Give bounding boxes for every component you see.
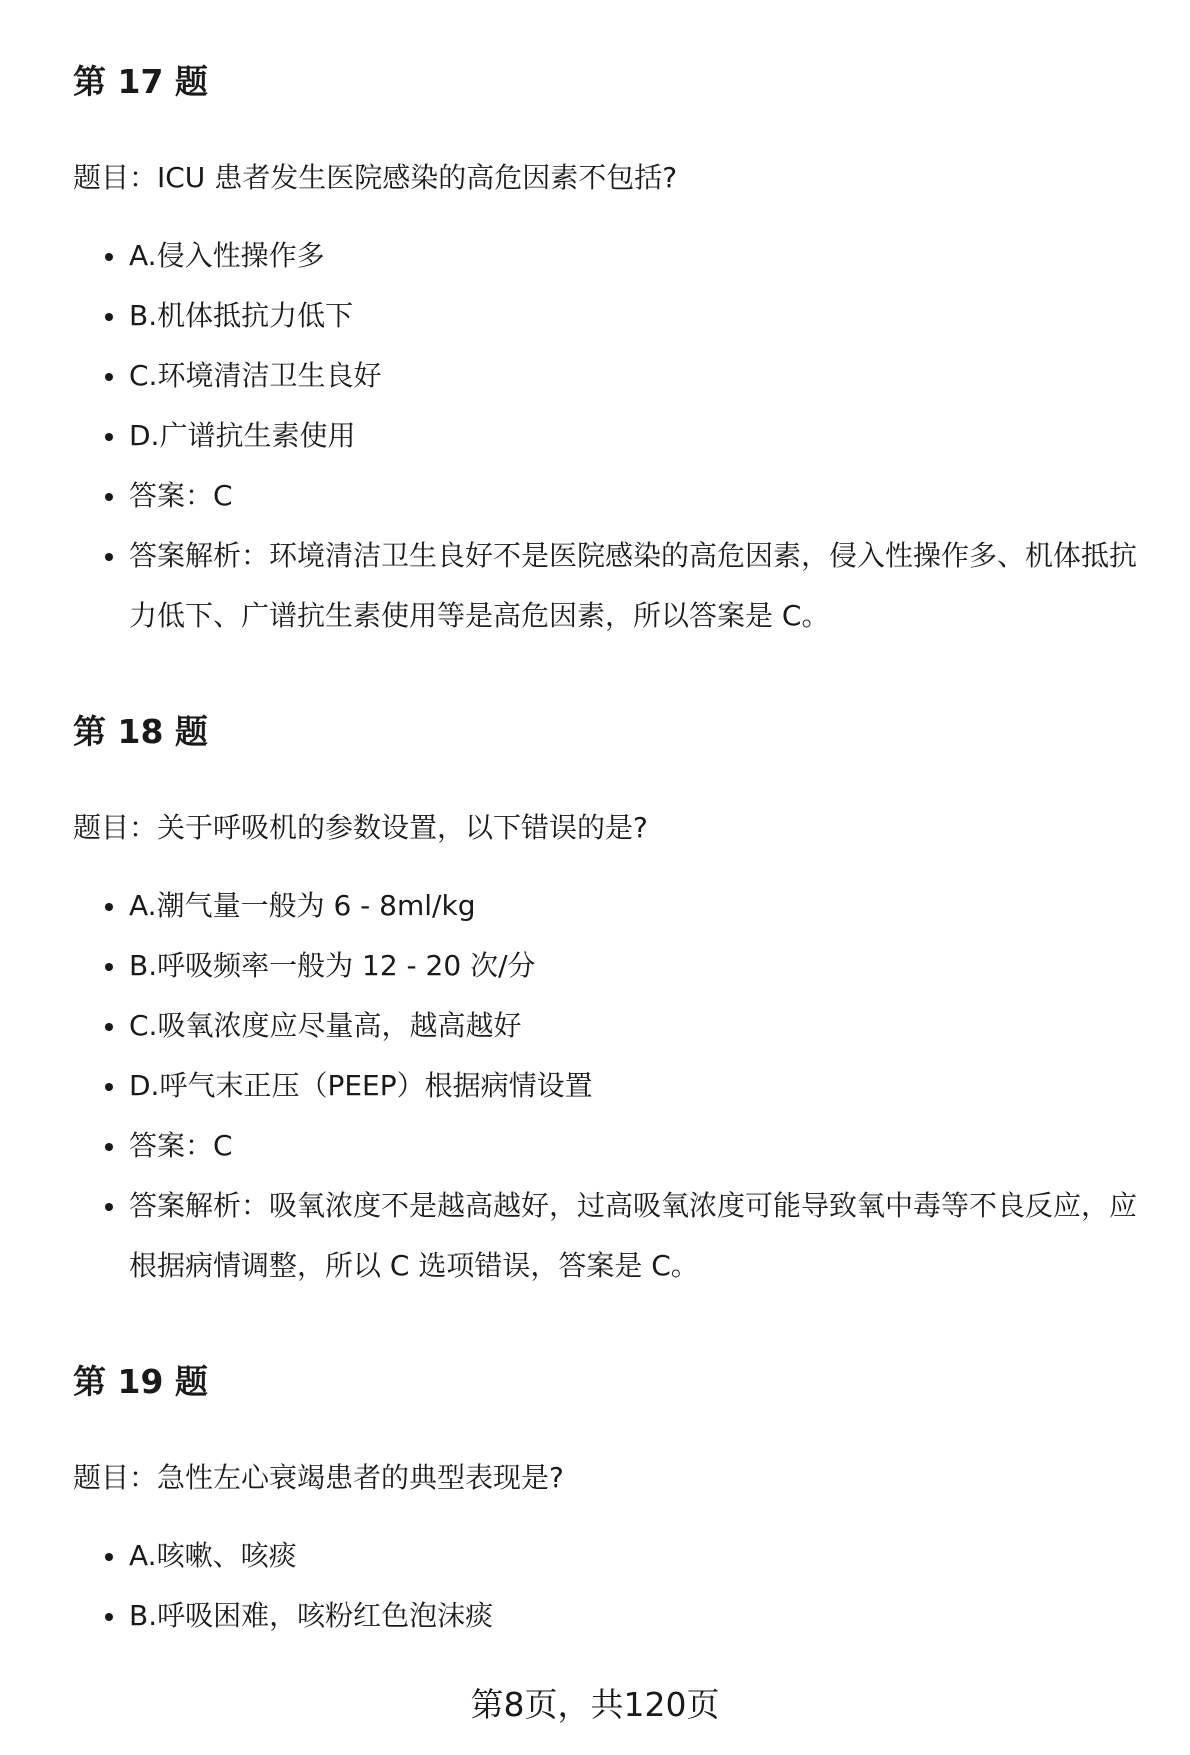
question-stem: 题目：急性左心衰竭患者的典型表现是?: [73, 1461, 564, 1494]
answer-item: [73, 1126, 1153, 1166]
option-list: [73, 236, 1153, 646]
explanation-item: [73, 526, 1153, 646]
option-list: [73, 1536, 1153, 1636]
option-text: D.广谱抗生素使用: [129, 419, 356, 452]
option-text: B.机体抵抗力低下: [129, 299, 354, 332]
option-c: [73, 1006, 1153, 1046]
option-d: [73, 1066, 1153, 1106]
answer-text: 答案：C: [129, 1129, 233, 1162]
option-text: A.咳嗽、咳痰: [129, 1539, 297, 1572]
bullet-icon: [105, 253, 113, 261]
bullet-icon: [105, 553, 113, 561]
question-stem: 题目：ICU 患者发生医院感染的高危因素不包括?: [73, 161, 678, 194]
bullet-icon: [105, 1203, 113, 1211]
bullet-icon: [105, 903, 113, 911]
bullet-icon: [105, 493, 113, 501]
option-a: [73, 236, 1153, 276]
bullet-icon: [105, 373, 113, 381]
question-stem: 题目：关于呼吸机的参数设置，以下错误的是?: [73, 811, 648, 844]
option-list: [73, 886, 1153, 1296]
option-text: C.环境清洁卫生良好: [129, 359, 382, 392]
question-19: [73, 1362, 1153, 1656]
option-d: [73, 416, 1153, 456]
question-17: [73, 62, 1153, 666]
question-18: [73, 712, 1153, 1316]
bullet-icon: [105, 1143, 113, 1151]
question-heading: 第 17 题: [73, 62, 208, 101]
bullet-icon: [105, 1023, 113, 1031]
option-text: A.侵入性操作多: [129, 239, 325, 272]
bullet-icon: [105, 1083, 113, 1091]
question-heading: 第 19 题: [73, 1362, 208, 1401]
option-b: [73, 1596, 1153, 1636]
option-text: C.吸氧浓度应尽量高，越高越好: [129, 1009, 522, 1042]
page-footer: 第8页，共120页: [470, 1685, 720, 1724]
option-a: [73, 1536, 1153, 1576]
explanation-item: [73, 1176, 1153, 1296]
answer-text: 答案：C: [129, 479, 233, 512]
option-text: B.呼吸困难，咳粉红色泡沫痰: [129, 1599, 494, 1632]
bullet-icon: [105, 433, 113, 441]
option-text: D.呼气末正压（PEEP）根据病情设置: [129, 1069, 593, 1102]
option-b: [73, 946, 1153, 986]
bullet-icon: [105, 1613, 113, 1621]
explanation-text: 答案解析：吸氧浓度不是越高越好，过高吸氧浓度可能导致氧中毒等不良反应，应根据病情调整，所以 C 选项错误，答案是 C。: [129, 1189, 1138, 1282]
bullet-icon: [105, 313, 113, 321]
option-a: [73, 886, 1153, 926]
bullet-icon: [105, 963, 113, 971]
explanation-text: 答案解析：环境清洁卫生良好不是医院感染的高危因素，侵入性操作多、机体抵抗力低下、广谱抗生素使用等是高危因素，所以答案是 C。: [129, 539, 1138, 632]
option-b: [73, 296, 1153, 336]
question-heading: 第 18 题: [73, 712, 208, 751]
option-text: A.潮气量一般为 6 - 8ml/kg: [129, 889, 476, 922]
answer-item: [73, 476, 1153, 516]
option-c: [73, 356, 1153, 396]
bullet-icon: [105, 1553, 113, 1561]
option-text: B.呼吸频率一般为 12 - 20 次/分: [129, 949, 536, 982]
